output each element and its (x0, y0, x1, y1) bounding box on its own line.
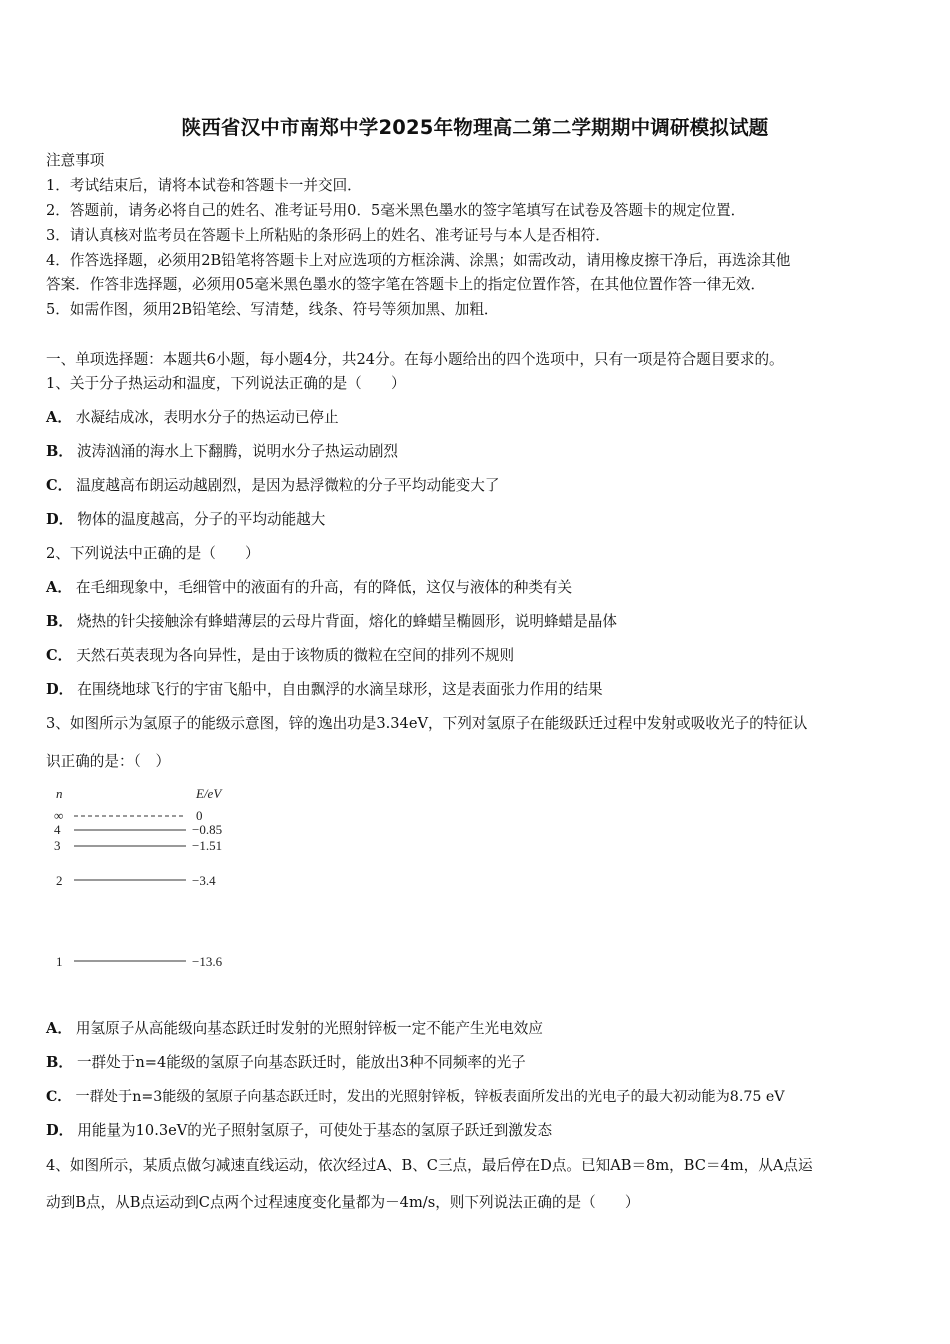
level-n-4: 4 (54, 822, 61, 837)
energy-level-svg (50, 780, 250, 980)
level-e-1: −13.6 (192, 954, 223, 969)
section-heading: 一、单项选择题：本题共6小题，每小题4分，共24分。在每小题给出的四个选项中，只有一项是符合题目要求的。 (46, 351, 784, 368)
level-e-2: −3.4 (192, 873, 216, 888)
page-title: 陕西省汉中市南郑中学2025年物理高二第二学期期中调研模拟试题 (181, 116, 769, 139)
option-text: 在毛细现象中，毛细管中的液面有的升高，有的降低，这仅与液体的种类有关 (75, 579, 573, 596)
option-label: C． (46, 1089, 72, 1105)
q2-option-b (46, 612, 617, 632)
question-4-stem-line1: 4、如图所示，某质点做匀减速直线运动，依次经过A、B、C三点，最后停在D点。已知AB＝8m，BC＝4m，从A点运 (46, 1157, 813, 1174)
notes-heading: 注意事项 (46, 152, 105, 169)
q3-option-d (46, 1121, 552, 1141)
q2-option-c (46, 646, 514, 666)
level-e-3: −1.51 (192, 838, 223, 853)
note-item: 5．如需作图，须用2B铅笔绘、写清楚，线条、符号等须加黑、加粗． (46, 301, 499, 318)
level-n-infinity: ∞ (54, 808, 64, 823)
note-item: 4．作答选择题，必须用2B铅笔将答题卡上对应选项的方框涂满、涂黑；如需改动，请用橡皮擦干净后，再选涂其他 (46, 252, 791, 269)
option-text: 物体的温度越高，分子的平均动能越大 (77, 511, 326, 528)
option-text: 一群处于n=3能级的氢原子向基态跃迁时，发出的光照射锌板，锌板表面所发出的光电子的最大初动能为8.75 eV (75, 1089, 785, 1105)
option-text: 在围绕地球飞行的宇宙飞船中，自由飘浮的水滴呈球形，这是表面张力作用的结果 (77, 681, 603, 698)
q1-option-d (46, 510, 325, 530)
energy-level-diagram (50, 780, 250, 980)
option-label: B． (46, 443, 73, 460)
q3-option-a (46, 1019, 543, 1039)
option-text: 一群处于n=4能级的氢原子向基态跃迁时，能放出3种不同频率的光子 (76, 1054, 526, 1071)
q1-option-c (46, 476, 499, 496)
note-item: 2．答题前，请务必将自己的姓名、准考证号用0．5毫米黑色墨水的签字笔填写在试卷及答题卡的规定位置． (46, 202, 746, 219)
q2-option-d (46, 680, 603, 700)
question-2-stem: 2、下列说法中正确的是（ ） (46, 545, 260, 562)
option-text: 用能量为10.3eV的光子照射氢原子，可使处于基态的氢原子跃迁到激发态 (77, 1122, 553, 1139)
option-label: C． (46, 477, 73, 494)
option-text: 温度越高布朗运动越剧烈，是因为悬浮微粒的分子平均动能变大了 (76, 477, 500, 494)
diagram-energy-label: E/eV (196, 786, 222, 801)
option-label: C． (46, 647, 73, 664)
level-n-3: 3 (54, 838, 61, 853)
option-label: D． (46, 681, 74, 698)
note-item: 3．请认真核对监考员在答题卡上所粘贴的条形码上的姓名、准考证号与本人是否相符． (46, 227, 610, 244)
option-text: 水凝结成冰，表明水分子的热运动已停止 (75, 409, 339, 426)
option-text: 用氢原子从高能级向基态跃迁时发射的光照射锌板一定不能产生光电效应 (75, 1020, 543, 1037)
q1-option-a (46, 408, 339, 428)
q3-option-b (46, 1053, 526, 1073)
option-label: A． (46, 579, 72, 596)
question-3-stem-line1: 3、如图所示为氢原子的能级示意图，锌的逸出功是3.34eV，下列对氢原子在能级跃迁过程中发射或吸收光子的特征认 (46, 715, 808, 732)
note-item: 1．考试结束后，请将本试卷和答题卡一并交回． (46, 177, 362, 194)
diagram-n-label: n (56, 786, 63, 801)
q1-option-b (46, 442, 398, 462)
option-text: 天然石英表现为各向异性，是由于该物质的微粒在空间的排列不规则 (76, 647, 515, 664)
question-3-stem-line2: 识正确的是：（ ） (46, 753, 171, 770)
q3-option-c (46, 1087, 785, 1107)
option-label: B． (46, 613, 73, 630)
level-e-infinity: 0 (196, 808, 203, 823)
note-item: 答案．作答非选择题，必须用05毫米黑色墨水的签字笔在答题卡上的指定位置作答，在其他位置作答一律无效． (46, 276, 766, 293)
q2-option-a (46, 578, 572, 598)
option-label: A． (46, 1020, 72, 1037)
option-label: D． (46, 511, 74, 528)
option-label: B． (46, 1054, 73, 1071)
question-4-stem-line2: 动到B点，从B点运动到C点两个过程速度变化量都为－4m/s，则下列说法正确的是（ ） (46, 1194, 640, 1211)
level-n-2: 2 (56, 873, 63, 888)
question-1-stem: 1、关于分子热运动和温度，下列说法正确的是（ ） (46, 375, 406, 392)
option-label: D． (46, 1122, 74, 1139)
option-label: A． (46, 409, 72, 426)
level-e-4: −0.85 (192, 822, 223, 837)
option-text: 波涛汹涌的海水上下翻腾，说明水分子热运动剧烈 (76, 443, 399, 460)
option-text: 烧热的针尖接触涂有蜂蜡薄层的云母片背面，熔化的蜂蜡呈椭圆形，说明蜂蜡是晶体 (76, 613, 617, 630)
level-n-1: 1 (56, 954, 63, 969)
